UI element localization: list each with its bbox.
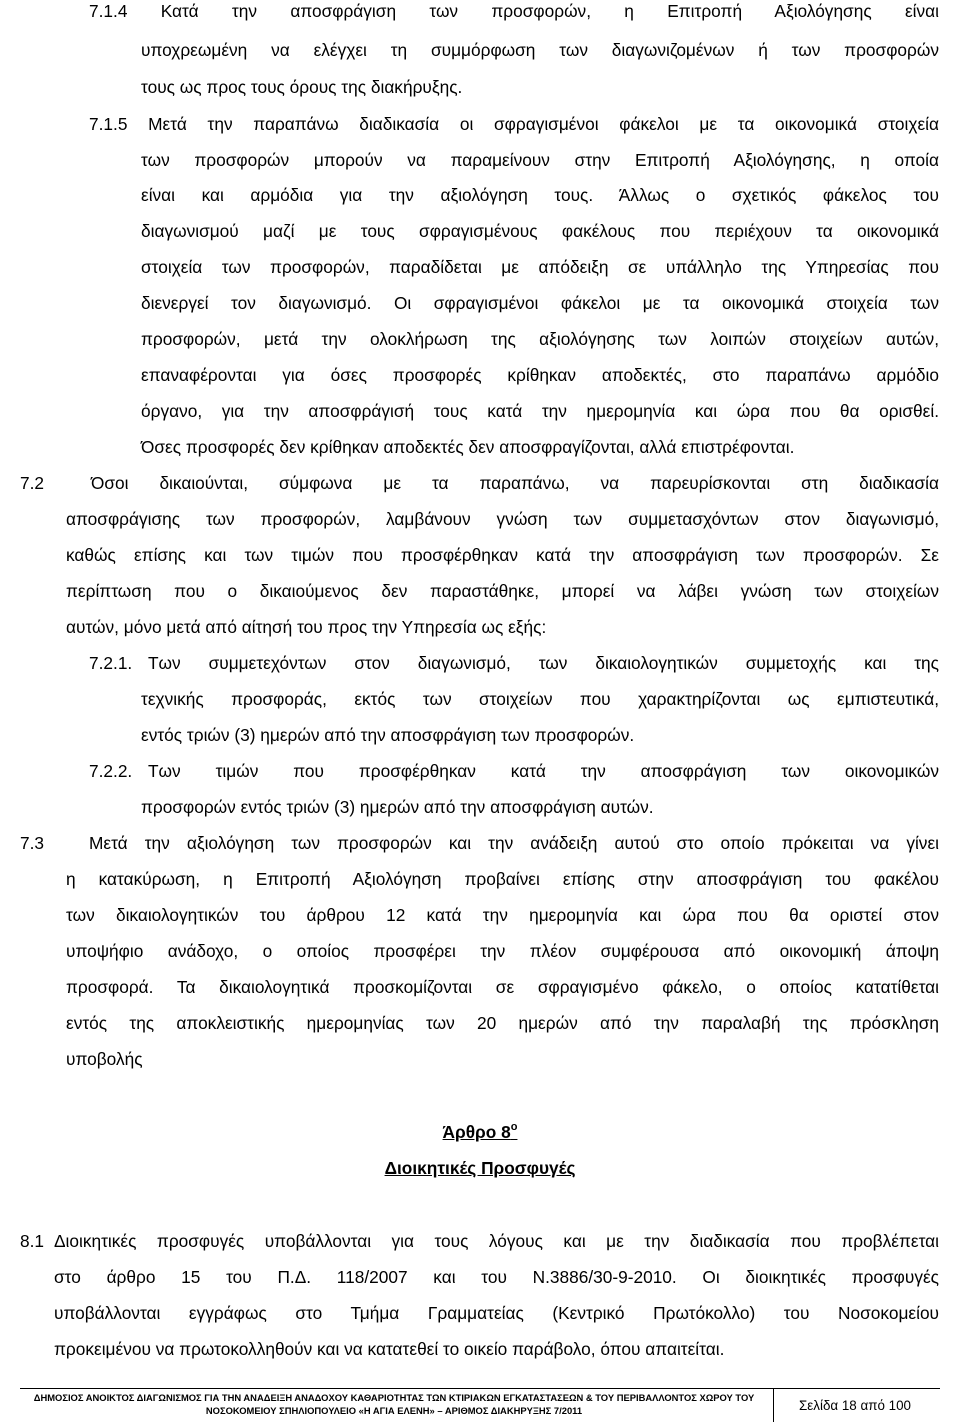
paragraph-line: όργανο, για την αποσφράγισή τους κατά την ημερομηνία και ώρα που θα ορισθεί. — [141, 401, 939, 421]
paragraph-line: τους ως προς τους όρους της διακήρυξης. — [141, 77, 463, 97]
paragraph-line: εντός της αποκλειστικής ημερομηνίας των 20 ημερών από την παραλαβή της πρόσκληση — [66, 1013, 939, 1033]
paragraph-line: διενεργεί τον διαγωνισμό. Οι σφραγισμένοι φάκελοι με τα οικονομικά στοιχεία των — [141, 293, 939, 313]
subsection-number: 7.2.2. — [89, 761, 133, 781]
paragraph-line: προκειμένου να πρωτοκολληθούν και να κατατεθεί το οικείο παράβολο, όπου απαιτείται. — [54, 1339, 725, 1359]
paragraph-line: στο άρθρο 15 του Π.Δ. 118/2007 και του Ν.3886/30-9-2010. Οι διοικητικές προσφυγές — [54, 1267, 939, 1287]
paragraph-line: 7.1.5 Μετά την παραπάνω διαδικασία οι σφραγισμένοι φάκελοι με τα οικονομικά στοιχεία — [89, 114, 939, 134]
paragraph-line: επαναφέρονται για όσες προσφορές κρίθηκαν αποδεκτές, στο παραπάνω αρμόδιο — [141, 365, 939, 385]
paragraph-line: Όσες προσφορές δεν κρίθηκαν αποδεκτές δεν αποσφραγίζονται, αλλά επιστρέφονται. — [141, 437, 795, 457]
paragraph-line: Διοικητικές προσφυγές υποβάλλονται για τους λόγους και με την διαδικασία που προβλέπεται — [54, 1231, 939, 1251]
paragraph-line: είναι και αρμόδια για την αξιολόγηση τους. Άλλως ο σχετικός φάκελος του — [141, 185, 939, 205]
article-title: Άρθρο $8^o$ — [442, 1121, 518, 1142]
section-number: 8.1 — [20, 1231, 45, 1251]
paragraph-line: υποχρεωμένη να ελέγχει τη συμμόρφωση των διαγωνιζομένων ή των προσφορών — [141, 40, 939, 60]
paragraph-line: Των τιμών που προσφέρθηκαν κατά την αποσφράγιση των οικονομικών — [148, 761, 939, 781]
paragraph-line: των προσφορών μπορούν να παραμείνουν στην Επιτροπή Αξιολόγησης, η οποία — [141, 150, 939, 170]
paragraph-line: εντός τριών (3) ημερών από την αποσφράγιση των προσφορών. — [141, 725, 635, 745]
paragraph-line: καθώς επίσης και των τιμών που προσφέρθηκαν κατά την αποσφράγιση των προσφορών. Σε — [66, 545, 939, 565]
paragraph-line: τεχνικής προσφοράς, εκτός των στοιχείων που χαρακτηρίζονται ως εμπιστευτικά, — [141, 689, 939, 709]
paragraph-line: προσφορών εντός τριών (3) ημερών από την αποσφράγιση αυτών. — [141, 797, 654, 817]
footer-tender-title: ΔΗΜΟΣΙΟΣ ΑΝΟΙΚΤΟΣ ΔΙΑΓΩΝΙΣΜΟΣ ΓΙΑ ΤΗΝ ΑΝΑΔΕΙΞΗ ΑΝΑΔΟΧΟΥ ΚΑΘΑΡΙΟΤΗΤΑΣ ΤΩΝ ΚΤΙΡΙΑΚΩΝ ΕΓΚΑΤΑΣΤΑΣΕΩΝ & ΤΟΥ ΠΕΡΙΒΑΛΛΟΝΤΟΣ ΧΩΡΟΥ ΤΟΥ — [33, 1392, 755, 1403]
article-subtitle: Διοικητικές Προσφυγές — [384, 1158, 576, 1178]
paragraph-line: Μετά την αξιολόγηση των προσφορών και την ανάδειξη αυτού στο οποίο πρόκειται να γίνει — [89, 833, 939, 853]
paragraph-line: υποψήφιο ανάδοχο, ο οποίος προσφέρει την πλέον συμφέρουσα από οικονομική άποψη — [66, 941, 939, 961]
paragraph-line: των δικαιολογητικών του άρθρου 12 κατά την ημερομηνία και ώρα που θα οριστεί στον — [66, 905, 939, 925]
paragraph-line: Των συμμετεχόντων στον διαγωνισμό, των δικαιολογητικών συμμετοχής και της — [148, 653, 939, 673]
paragraph-line: αυτών, μόνο μετά από αίτησή του προς την Υπηρεσία ως εξής: — [66, 617, 547, 637]
paragraph-line: 7.1.4 Κατά την αποσφράγιση των προσφορών, η Επιτροπή Αξιολόγησης είναι — [89, 1, 939, 21]
footer-separator — [773, 1388, 774, 1422]
paragraph-line: Όσοι δικαιούνται, σύμφωνα με τα παραπάνω, να παρευρίσκονται στη διαδικασία — [91, 473, 939, 493]
paragraph-line: η κατακύρωση, η Επιτροπή Αξιολόγηση προβαίνει επίσης στην αποσφράγιση του φακέλου — [66, 869, 939, 889]
paragraph-line: διαγωνισμού μαζί με τους σφραγισμένους φακέλους που περιέχουν τα οικονομικά — [141, 221, 939, 241]
page-number: Σελίδα 18 από 100 — [799, 1398, 911, 1413]
subsection-number: 7.2.1. — [89, 653, 133, 673]
section-number: 7.3 — [20, 833, 45, 853]
paragraph-line: υποβολής — [66, 1049, 143, 1069]
paragraph-line: περίπτωση που ο δικαιούμενος δεν παραστάθηκε, μπορεί να λάβει γνώση των στοιχείων — [66, 581, 939, 601]
paragraph-line: στοιχεία των προσφορών, παραδίδεται με απόδειξη σε υπάλληλο της Υπηρεσίας που — [141, 257, 939, 277]
paragraph-line: υποβάλλονται εγγράφως στο Τμήμα Γραμματείας (Κεντρικό Πρωτόκολλο) του Νοσοκομείου — [54, 1303, 939, 1323]
paragraph-line: αποσφράγισης των προσφορών, λαμβάνουν γνώση των συμμετασχόντων στον διαγωνισμό, — [66, 509, 939, 529]
footer-tender-subtitle: ΝΟΣΟΚΟΜΕΙΟΥ ΣΠΗΛΙΟΠΟΥΛΕΙΟ «Η ΑΓΙΑ ΕΛΕΝΗ» – ΑΡΙΘΜΟΣ ΔΙΑΚΗΡΥΞΗΣ 7/2011 — [205, 1405, 583, 1416]
section-number: 7.2 — [20, 473, 45, 493]
paragraph-line: προσφορά. Τα δικαιολογητικά προσκομίζονται σε σφραγισμένο φάκελο, ο οποίος κατατίθεται — [66, 977, 939, 997]
footer-divider — [20, 1388, 940, 1389]
paragraph-line: προσφορών, μετά την ολοκλήρωση της αξιολόγησης των λοιπών στοιχείων αυτών, — [141, 329, 939, 349]
